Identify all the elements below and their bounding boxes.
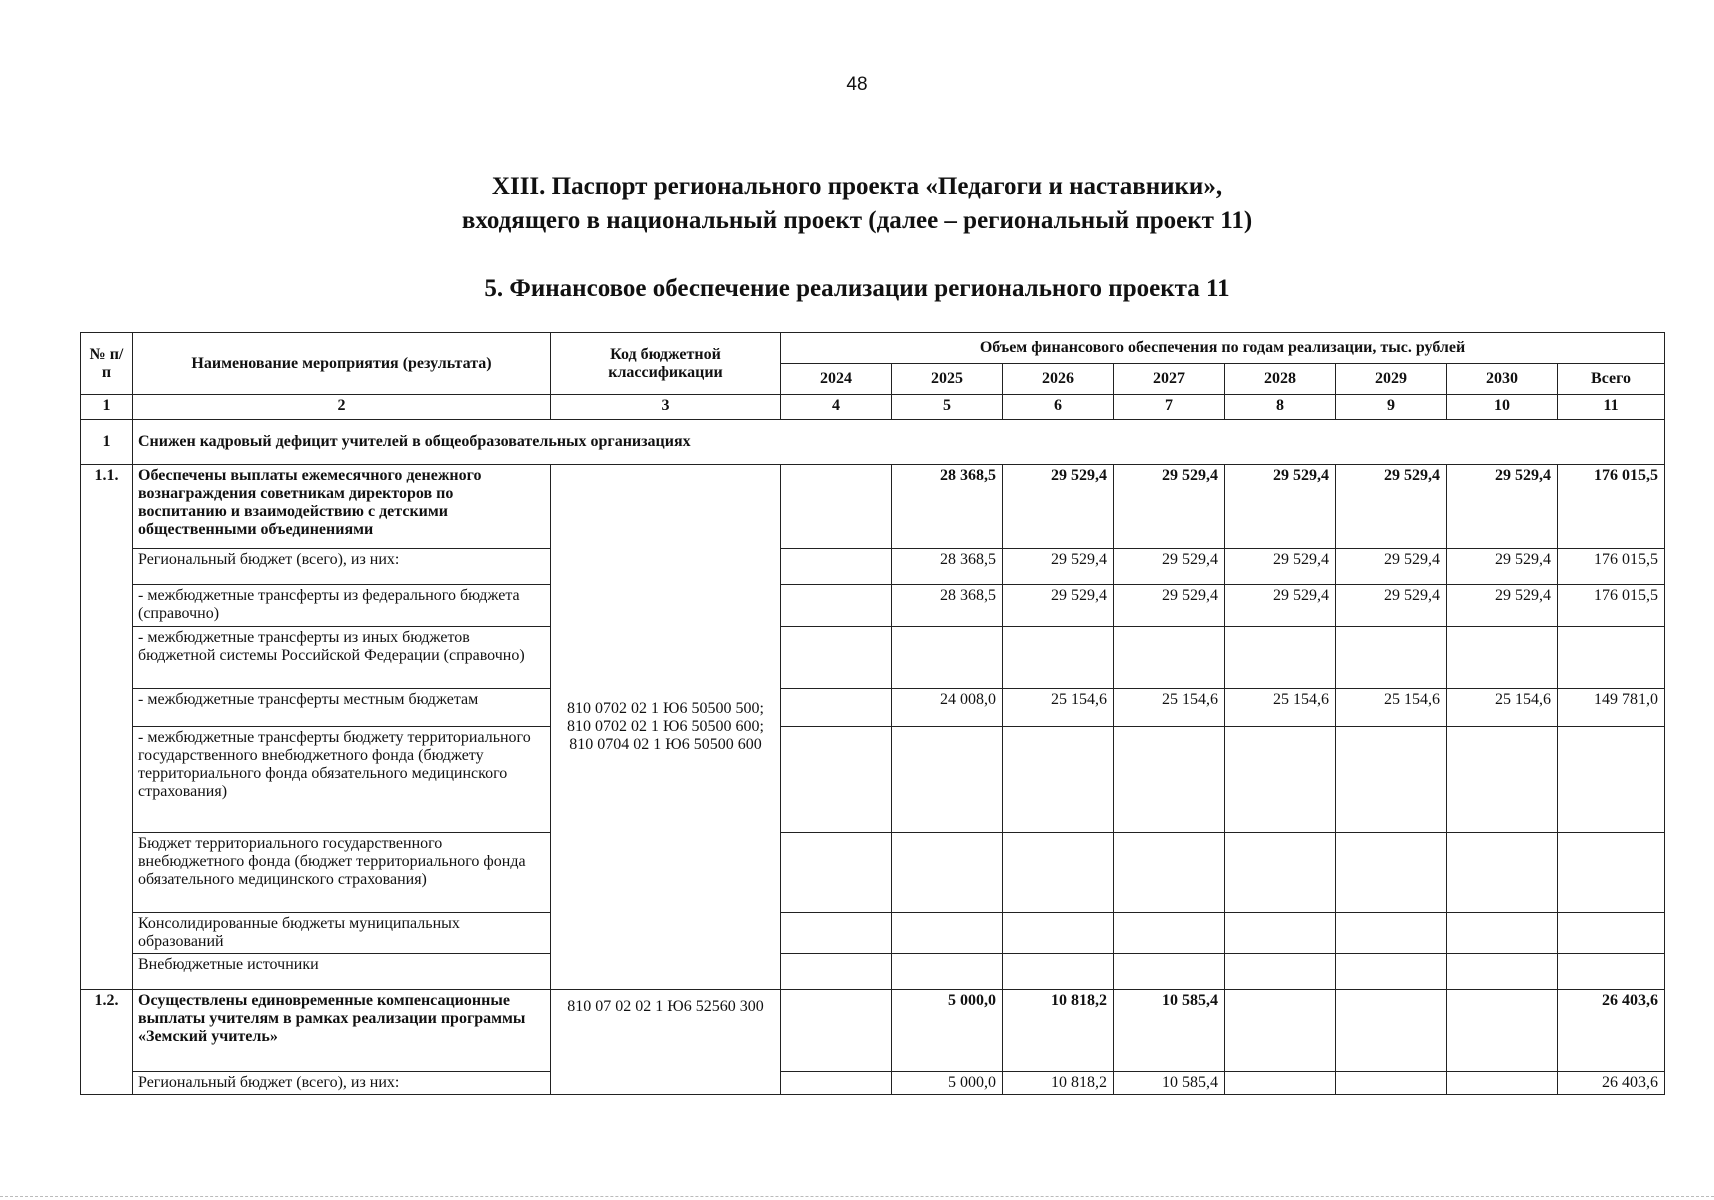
column-number: 2: [133, 395, 551, 420]
section-num: 1: [81, 420, 133, 465]
column-number: 5: [892, 395, 1003, 420]
table-row: [81, 549, 1665, 585]
value-cell: 29 529,4: [1336, 549, 1447, 585]
budget-code: 810 0702 02 1 Ю6 50500 500; 810 0702 02 1 Ю6 50500 600; 810 0704 02 1 Ю6 50500 600: [551, 465, 781, 990]
value-cell: [781, 954, 892, 990]
value-cell: [1336, 627, 1447, 689]
value-cell: 5 000,0: [892, 990, 1003, 1072]
value-cell: 28 368,5: [892, 549, 1003, 585]
value-cell: [1114, 913, 1225, 954]
header-name: Наименование мероприятия (результата): [133, 333, 551, 395]
value-cell: [1558, 913, 1665, 954]
value-cell: [1225, 727, 1336, 833]
table-row: [81, 1072, 1665, 1095]
row-name: Региональный бюджет (всего), из них:: [133, 1072, 551, 1095]
section-subtitle: [0, 272, 1714, 306]
value-cell: 24 008,0: [892, 689, 1003, 727]
value-cell: 29 529,4: [1114, 585, 1225, 627]
title-line-2: входящего в национальный проект (далее – региональный проект 11): [461, 207, 1253, 234]
header-year: 2027: [1114, 364, 1225, 395]
table-row: [81, 689, 1665, 727]
value-cell: 149 781,0: [1558, 689, 1665, 727]
column-number: 7: [1114, 395, 1225, 420]
value-cell: [1447, 990, 1558, 1072]
value-cell: [1336, 1072, 1447, 1095]
table-row: [81, 913, 1665, 954]
value-cell: 29 529,4: [1225, 585, 1336, 627]
table-row: [81, 727, 1665, 833]
header-year: 2025: [892, 364, 1003, 395]
value-cell: 29 529,4: [1447, 549, 1558, 585]
value-cell: [1003, 833, 1114, 913]
value-cell: [1003, 954, 1114, 990]
column-number: 4: [781, 395, 892, 420]
subtitle-line: 5. Финансовое обеспечение реализации регионального проекта 11: [484, 275, 1230, 302]
value-cell: [1003, 727, 1114, 833]
value-cell: 28 368,5: [892, 585, 1003, 627]
header-num: № п/п: [81, 333, 133, 395]
value-cell: 176 015,5: [1558, 549, 1665, 585]
column-number: 8: [1225, 395, 1336, 420]
value-cell: [1447, 727, 1558, 833]
row-name: Консолидированные бюджеты муниципальных образований: [133, 913, 551, 954]
row-name: Осуществлены единовременные компенсационные выплаты учителям в рамках реализации программы «Земский учитель»: [133, 990, 551, 1072]
value-cell: 29 529,4: [1225, 549, 1336, 585]
value-cell: [1558, 954, 1665, 990]
table-row: [81, 990, 1665, 1072]
row-name: Региональный бюджет (всего), из них:: [133, 549, 551, 585]
value-cell: [1225, 990, 1336, 1072]
value-cell: [781, 627, 892, 689]
value-cell: 29 529,4: [1114, 465, 1225, 549]
table-row: [81, 627, 1665, 689]
value-cell: [1447, 954, 1558, 990]
value-cell: 29 529,4: [1114, 549, 1225, 585]
row-name: - межбюджетные трансферты бюджету территориального государственного внебюджетного фонда (бюджету территориального фонда обязательного медицинского страхования): [133, 727, 551, 833]
table-row: [81, 954, 1665, 990]
value-cell: [1114, 727, 1225, 833]
page-number: 48: [846, 74, 868, 95]
value-cell: 29 529,4: [1447, 465, 1558, 549]
value-cell: [1447, 913, 1558, 954]
title-line-1: XIII. Паспорт регионального проекта «Педагоги и наставники»,: [491, 173, 1223, 200]
value-cell: [1114, 954, 1225, 990]
value-cell: [781, 549, 892, 585]
item-num: 1.2.: [81, 990, 133, 1095]
row-name: Бюджет территориального государственного внебюджетного фонда (бюджет территориального фонда обязательного медицинского страхования): [133, 833, 551, 913]
value-cell: 29 529,4: [1336, 465, 1447, 549]
value-cell: [892, 833, 1003, 913]
value-cell: [781, 465, 892, 549]
value-cell: 25 154,6: [1114, 689, 1225, 727]
value-cell: [892, 727, 1003, 833]
header-year: 2028: [1225, 364, 1336, 395]
value-cell: 28 368,5: [892, 465, 1003, 549]
column-number: 9: [1336, 395, 1447, 420]
value-cell: [1447, 1072, 1558, 1095]
row-name: - межбюджетные трансферты из федерального бюджета (справочно): [133, 585, 551, 627]
value-cell: [1447, 833, 1558, 913]
value-cell: 29 529,4: [1336, 585, 1447, 627]
value-cell: [1225, 833, 1336, 913]
value-cell: 25 154,6: [1225, 689, 1336, 727]
row-name: Внебюджетные источники: [133, 954, 551, 990]
column-number: 10: [1447, 395, 1558, 420]
value-cell: [781, 585, 892, 627]
header-year: 2024: [781, 364, 892, 395]
value-cell: 176 015,5: [1558, 465, 1665, 549]
value-cell: [1003, 913, 1114, 954]
column-number: 1: [81, 395, 133, 420]
value-cell: [892, 913, 1003, 954]
header-volume: Объем финансового обеспечения по годам реализации, тыс. рублей: [781, 333, 1665, 364]
value-cell: 10 818,2: [1003, 990, 1114, 1072]
value-cell: 29 529,4: [1447, 585, 1558, 627]
value-cell: 25 154,6: [1336, 689, 1447, 727]
value-cell: [892, 954, 1003, 990]
header-year: 2030: [1447, 364, 1558, 395]
value-cell: 29 529,4: [1003, 549, 1114, 585]
value-cell: 25 154,6: [1447, 689, 1558, 727]
value-cell: 29 529,4: [1225, 465, 1336, 549]
value-cell: [781, 913, 892, 954]
column-number: 11: [1558, 395, 1665, 420]
value-cell: 10 818,2: [1003, 1072, 1114, 1095]
value-cell: [1336, 833, 1447, 913]
value-cell: [1336, 913, 1447, 954]
header-code: Код бюджетной классификации: [551, 333, 781, 395]
value-cell: [781, 727, 892, 833]
item-num: 1.1.: [81, 465, 133, 990]
table-row: [81, 465, 1665, 549]
value-cell: [1225, 954, 1336, 990]
column-number: 6: [1003, 395, 1114, 420]
header-year: 2029: [1336, 364, 1447, 395]
value-cell: 25 154,6: [1003, 689, 1114, 727]
document-title: [0, 170, 1714, 238]
value-cell: [892, 627, 1003, 689]
value-cell: 5 000,0: [892, 1072, 1003, 1095]
value-cell: 10 585,4: [1114, 990, 1225, 1072]
value-cell: [1225, 627, 1336, 689]
section-row: [81, 420, 1665, 465]
value-cell: [1336, 990, 1447, 1072]
value-cell: [1447, 627, 1558, 689]
value-cell: [1336, 954, 1447, 990]
value-cell: 176 015,5: [1558, 585, 1665, 627]
value-cell: 26 403,6: [1558, 990, 1665, 1072]
value-cell: [1114, 627, 1225, 689]
value-cell: [1225, 913, 1336, 954]
value-cell: [1114, 833, 1225, 913]
value-cell: [1558, 727, 1665, 833]
value-cell: [781, 833, 892, 913]
section-title: Снижен кадровый дефицит учителей в общеобразовательных организациях: [133, 420, 1665, 465]
value-cell: 26 403,6: [1558, 1072, 1665, 1095]
header-total: Всего: [1558, 364, 1665, 395]
column-numbers-row: [81, 395, 1665, 420]
row-name: - межбюджетные трансферты из иных бюджетов бюджетной системы Российской Федерации (справочно): [133, 627, 551, 689]
value-cell: [1336, 727, 1447, 833]
value-cell: 29 529,4: [1003, 585, 1114, 627]
value-cell: [1558, 833, 1665, 913]
value-cell: [781, 689, 892, 727]
row-name: Обеспечены выплаты ежемесячного денежного вознаграждения советникам директоров по воспитанию и взаимодействию с детскими общественными объединениями: [133, 465, 551, 549]
value-cell: [781, 1072, 892, 1095]
value-cell: [1003, 627, 1114, 689]
finance-table: [80, 332, 1665, 1095]
value-cell: [1225, 1072, 1336, 1095]
budget-code: 810 07 02 02 1 Ю6 52560 300: [551, 990, 781, 1095]
value-cell: [781, 990, 892, 1072]
table-row: [81, 833, 1665, 913]
row-name: - межбюджетные трансферты местным бюджетам: [133, 689, 551, 727]
value-cell: 10 585,4: [1114, 1072, 1225, 1095]
value-cell: 29 529,4: [1003, 465, 1114, 549]
table-row: [81, 585, 1665, 627]
page-bottom-rule: [0, 1196, 1714, 1198]
value-cell: [1558, 627, 1665, 689]
header-year: 2026: [1003, 364, 1114, 395]
column-number: 3: [551, 395, 781, 420]
header-row-1: [81, 333, 1665, 364]
